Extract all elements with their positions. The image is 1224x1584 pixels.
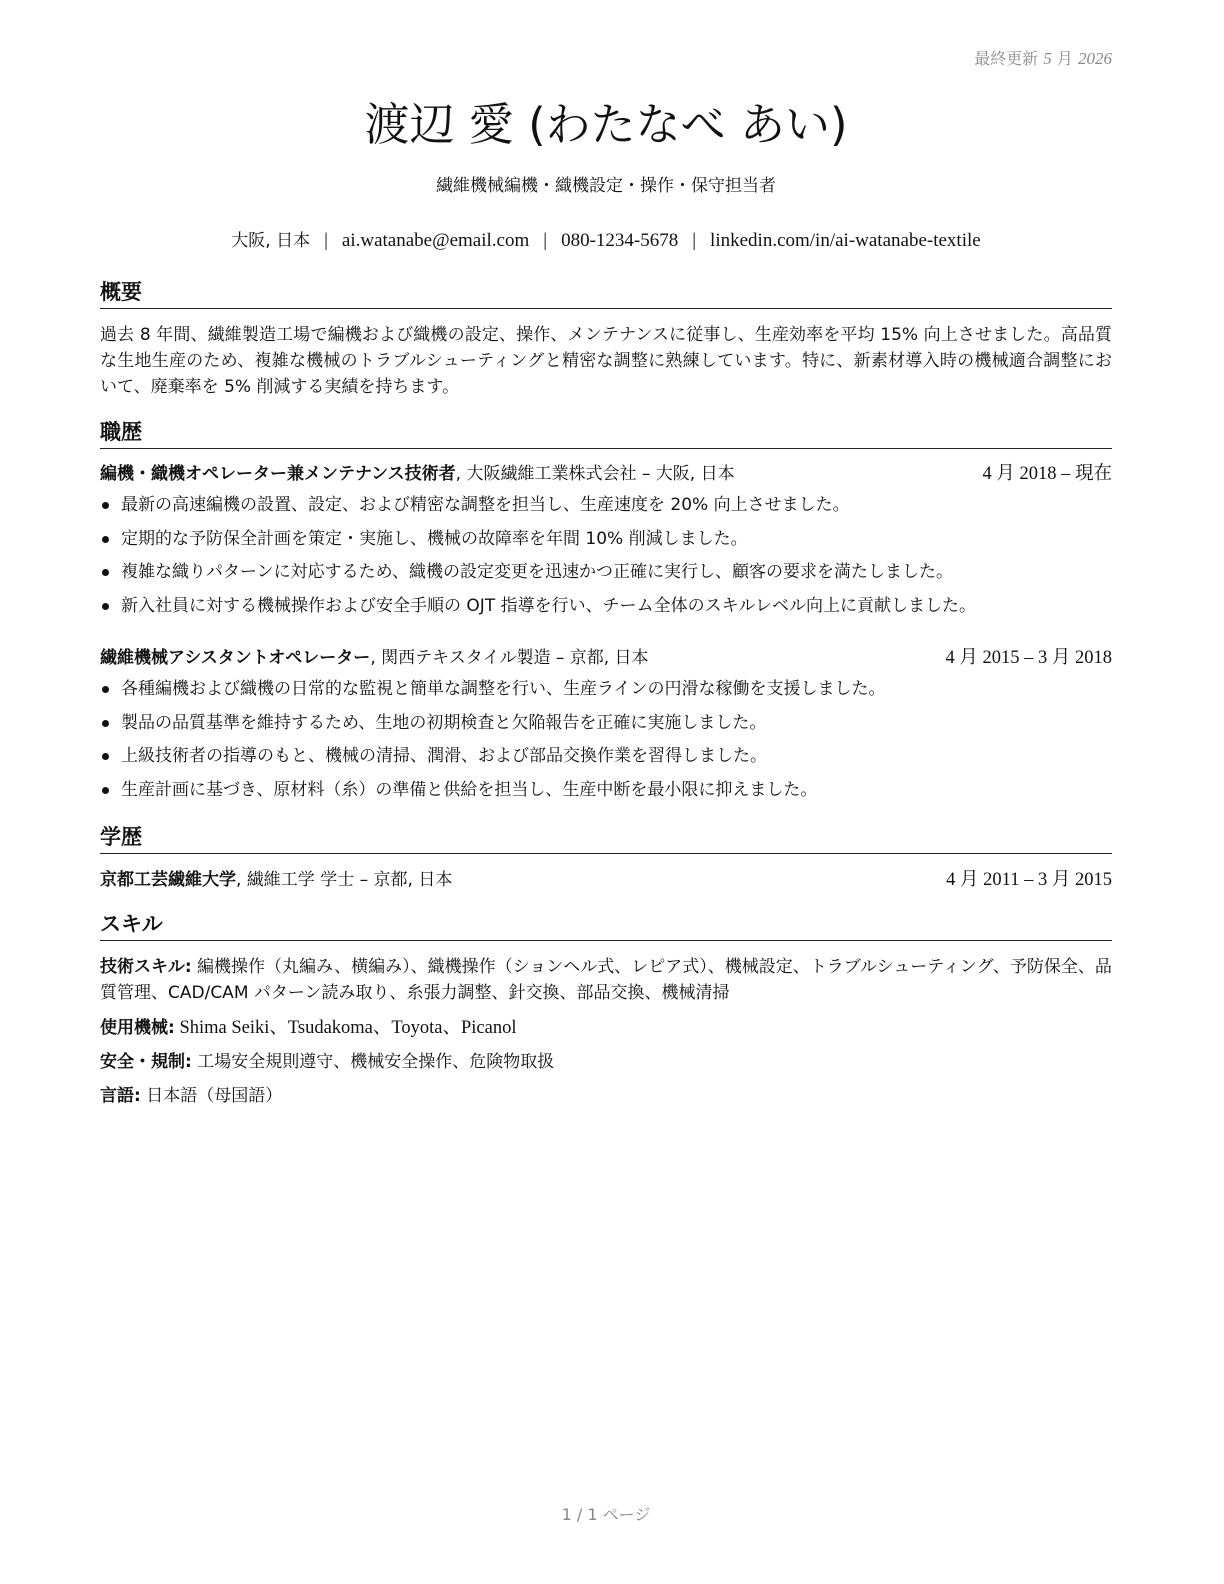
list-item: 複雑な織りパターンに対応するため、織機の設定変更を迅速かつ正確に実行し、顧客の要求を満たしました。	[100, 560, 1112, 594]
bullet-icon	[102, 502, 109, 509]
list-item: 生産計画に基づき、原材料（糸）の準備と供給を担当し、生産中断を最小限に抑えました。	[100, 778, 1112, 812]
job-title: 繊維機械編機・織機設定・操作・保守担当者	[436, 176, 776, 196]
education-entry	[100, 868, 1112, 892]
job-role: 編機・織機オペレーター兼メンテナンス技術者	[100, 464, 456, 484]
last-updated: 最終更新 5 月 2026	[974, 49, 1112, 68]
job-company: , 関西テキスタイル製造 – 京都, 日本	[370, 648, 649, 668]
bullet-icon	[102, 720, 109, 727]
resume-page	[100, 0, 1112, 1584]
contact-separator: |	[692, 230, 697, 251]
skill-safety: 安全・規制: 工場安全規則遵守、機械安全操作、危険物取扱	[100, 1052, 555, 1072]
section-title-education: 学歴	[100, 823, 1112, 854]
candidate-name: 渡辺 愛 (わたなべ あい)	[364, 98, 848, 151]
contact-phone: 080-1234-5678	[561, 230, 679, 251]
contact-separator: |	[543, 230, 548, 251]
bullet-icon	[102, 569, 109, 576]
section-title-summary: 概要	[100, 278, 1112, 309]
contact-email[interactable]: ai.watanabe@email.com	[341, 230, 530, 251]
job-company: , 大阪繊維工業株式会社 – 大阪, 日本	[455, 464, 735, 484]
list-item: 最新の高速編機の設置、設定、および精密な調整を担当し、生産速度を 20% 向上させました。	[100, 493, 1112, 527]
contact-linkedin[interactable]: linkedin.com/in/ai-watanabe-textile	[710, 230, 981, 251]
list-item: 各種編機および織機の日常的な監視と簡単な調整を行い、生産ラインの円滑な稼働を支援しました。	[100, 677, 1112, 711]
bullet-icon	[102, 686, 109, 693]
summary-text: 過去 8 年間、繊維製造工場で編機および織機の設定、操作、メンテナンスに従事し、生産効率を平均 15% 向上させました。高品質な生地生産のため、複雑な機械のトラブルシューティングと精密な調整に熟練しています。特に、新素材導入時の機械適合調整において、廃棄率を 5% 削減する実績を持ちます。	[100, 325, 1112, 397]
contact-location: 大阪, 日本	[231, 231, 311, 251]
list-item: 新入社員に対する機械操作および安全手順の OJT 指導を行い、チーム全体のスキルレベル向上に貢献しました。	[100, 594, 1112, 628]
education-detail: , 繊維工学 学士 – 京都, 日本	[236, 870, 453, 890]
bullet-icon	[102, 787, 109, 794]
school-name: 京都工芸繊維大学	[100, 870, 236, 890]
section-title-experience: 職歴	[100, 418, 1112, 449]
bullet-icon	[102, 603, 109, 610]
job-heading	[100, 646, 1112, 670]
job-heading	[100, 462, 1112, 486]
skill-machines: 使用機械: Shima Seiki、Tsudakoma、Toyota、Picanol	[100, 1018, 517, 1038]
bullet-icon	[102, 753, 109, 760]
skill-languages: 言語: 日本語（母国語）	[100, 1086, 283, 1106]
job-date: 4 月 2018 – 現在	[982, 464, 1112, 484]
page-number: 1 / 1 ページ	[561, 1505, 651, 1524]
job-bullets	[100, 493, 1112, 627]
list-item: 定期的な予防保全計画を策定・実施し、機械の故障率を年間 10% 削減しました。	[100, 527, 1112, 561]
education-date: 4 月 2011 – 3 月 2015	[946, 870, 1112, 890]
skill-technical: 技術スキル: 編機操作（丸編み、横編み）、織機操作（ションヘル式、レピア式）、機械設定、トラブルシューティング、予防保全、品質管理、CAD/CAM パターン読み取り、糸張力調整、針交換、部品交換、機械清掃	[100, 957, 1112, 1003]
contact-separator: |	[324, 230, 328, 251]
section-title-skills: スキル	[100, 910, 1112, 941]
job-role: 繊維機械アシスタントオペレーター	[100, 648, 371, 668]
list-item: 上級技術者の指導のもと、機械の清掃、潤滑、および部品交換作業を習得しました。	[100, 744, 1112, 778]
bullet-icon	[102, 536, 109, 543]
job-bullets	[100, 677, 1112, 811]
contact-line	[100, 226, 1112, 252]
job-date: 4 月 2015 – 3 月 2018	[945, 648, 1112, 668]
list-item: 製品の品質基準を維持するため、生地の初期検査と欠陥報告を正確に実施しました。	[100, 711, 1112, 745]
